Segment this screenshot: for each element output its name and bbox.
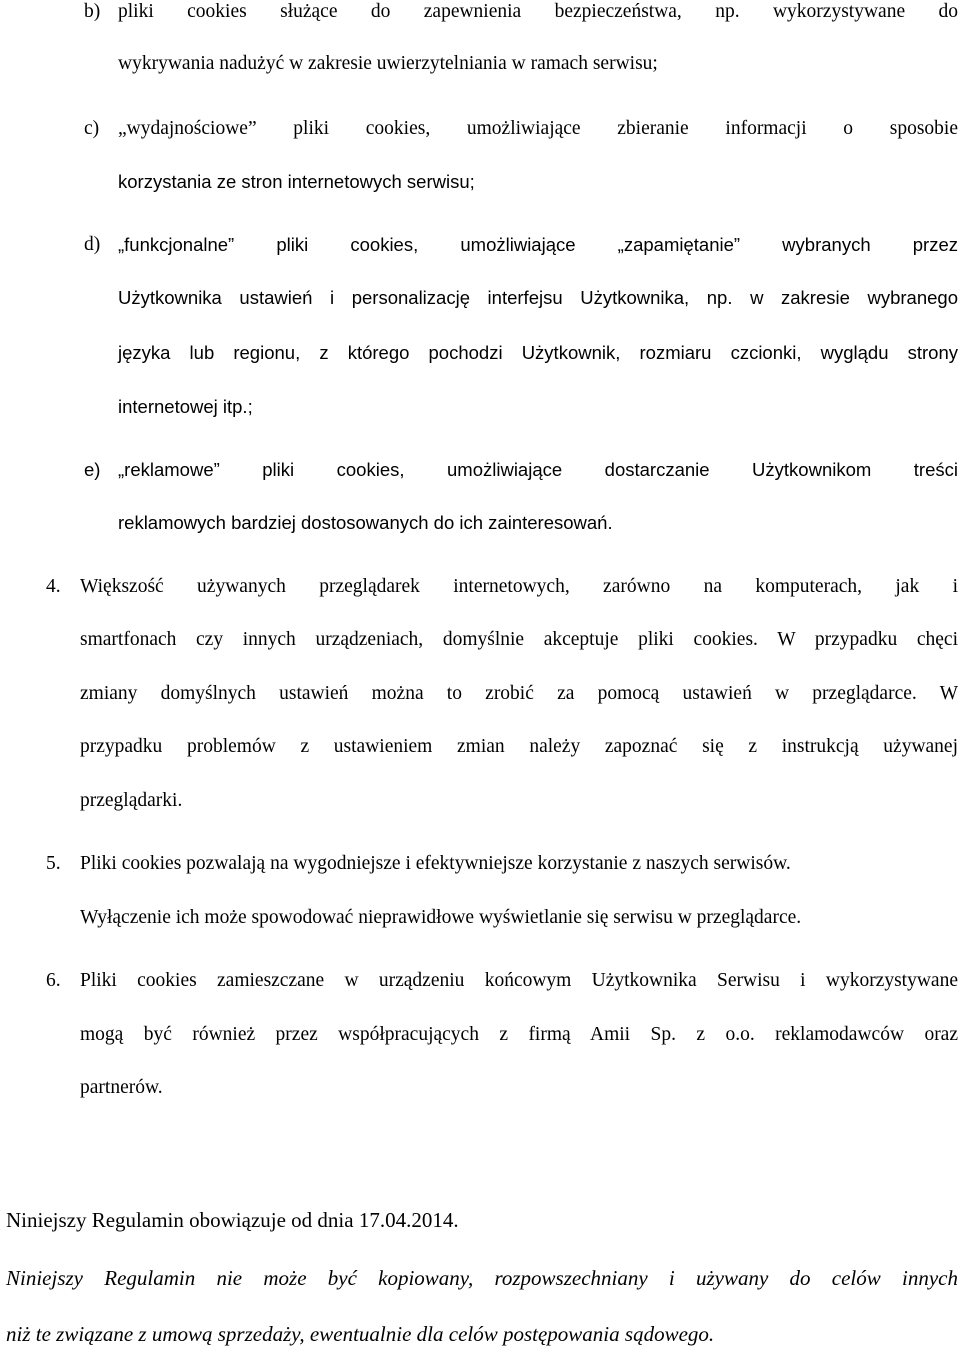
item-text-line: Użytkownika ustawień i personalizację interfejsu Użytkownika, np. w zakresie wybranego	[118, 287, 958, 308]
item-marker: c)	[84, 118, 100, 139]
point-text-line: smartfonach czy innych urządzeniach, domyślnie akceptuje pliki cookies. W przypadku chęci	[80, 629, 958, 650]
point-text-line: Pliki cookies zamieszczane w urządzeniu końcowym Użytkownika Serwisu i wykorzystywane	[80, 970, 958, 991]
point-text-line: Wyłączenie ich może spowodować nieprawidłowe wyświetlanie się serwisu w przeglądarce.	[80, 907, 802, 928]
point-text-line: przypadku problemów z ustawieniem zmian należy zapoznać się z instrukcją używanej	[80, 736, 958, 757]
point-text-line: Większość używanych przeglądarek internetowych, zarówno na komputerach, jak i	[80, 576, 958, 597]
point-text-line: zmiany domyślnych ustawień można to zrobić za pomocą ustawień w przeglądarce. W	[80, 683, 958, 704]
copyright-notice-line: niż te związane z umową sprzedaży, ewentualnie dla celów postępowania sądowego.	[6, 1322, 715, 1346]
effective-date-statement: Niniejszy Regulamin obowiązuje od dnia 17.04.2014.	[6, 1208, 459, 1232]
point-number: 6.	[46, 970, 61, 991]
item-text-line: wykrywania nadużyć w zakresie uwierzytelniania w ramach serwisu;	[118, 53, 658, 74]
item-text-line: internetowej itp.;	[118, 396, 253, 417]
copyright-notice-line: Niniejszy Regulamin nie może być kopiowany, rozpowszechniany i używany do celów innych	[6, 1266, 958, 1290]
point-number: 4.	[46, 576, 61, 597]
point-number: 5.	[46, 853, 61, 874]
item-text-line: reklamowych bardziej dostosowanych do ich zainteresowań.	[118, 512, 613, 533]
item-text-line: „reklamowe” pliki cookies, umożliwiające dostarczanie Użytkownikom treści	[118, 459, 958, 480]
item-text-line: pliki cookies służące do zapewnienia bezpieczeństwa, np. wykorzystywane do	[118, 1, 958, 22]
item-text-line: języka lub regionu, z którego pochodzi Użytkownik, rozmiaru czcionki, wyglądu strony	[118, 342, 958, 363]
item-marker: e)	[84, 459, 101, 480]
point-text-line: przeglądarki.	[80, 790, 183, 811]
item-text-line: korzystania ze stron internetowych serwisu;	[118, 171, 475, 192]
item-text-line: „funkcjonalne” pliki cookies, umożliwiające „zapamiętanie” wybranych przez	[118, 234, 958, 255]
point-text-line: Pliki cookies pozwalają na wygodniejsze i efektywniejsze korzystanie z naszych serwisów.	[80, 853, 791, 874]
item-text-line: „wydajnościowe” pliki cookies, umożliwiające zbieranie informacji o sposobie	[118, 118, 958, 139]
point-text-line: mogą być również przez współpracujących z firmą Amii Sp. z o.o. reklamodawców oraz	[80, 1024, 958, 1045]
item-marker: d)	[84, 234, 101, 255]
point-text-line: partnerów.	[80, 1077, 163, 1098]
item-marker: b)	[84, 1, 101, 22]
